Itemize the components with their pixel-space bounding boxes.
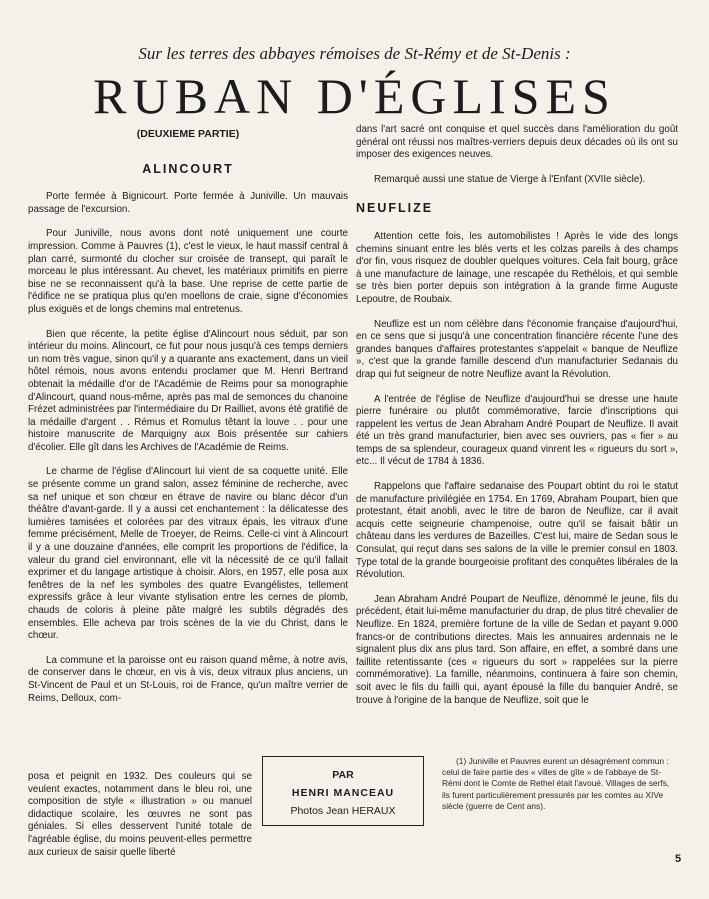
paragraph: dans l'art sacré ont conquise et quel succès dans l'amélioration du goût général ont réussi nos maîtres-verriers depuis deux décades où ils ont su imposer des exigences neuves. — [356, 124, 678, 161]
paragraph: Jean Abraham André Poupart de Neuflize, dénommé le jeune, fils du précédent, était lui-même manufacturier du drap, de plus titré chevalier de Neuflize. En 1824, première fortune de la ville de Sedan et payant 9.000 francs-or de contributions directes. Mais les annuaires ardennais ne le signalent plus dix ans plus tard. Son affaire, en effet, a sombré dans une faillite retentissante (ces « rigueurs du sort » rappelées sur la pierre commémorative). La famille, néanmoins, continuera à faire son chemin, soit avec le fils du failli qui, ayant épousé la fille du banquier André, se trouve à l'origine de la banque de Neuflize, soit que le — [356, 593, 678, 706]
section-heading-alincourt: ALINCOURT — [142, 161, 234, 176]
kicker: Sur les terres des abbayes rémoises de St-Rémy et de St-Denis : — [138, 44, 571, 63]
byline-photos: Photos Jean HERAUX — [290, 805, 396, 817]
section-heading-neuflize: NEUFLIZE — [356, 201, 434, 216]
paragraph: Porte fermée à Bignicourt. Porte fermée à Juniville. Un mauvais passage de l'excursion. — [28, 191, 348, 215]
paragraph: A l'entrée de l'église de Neuflize d'aujourd'hui se dresse une haute pierre funéraire ou plutôt commémorative, farcie d'inscriptions qui rappelent les vertus de Jean Abraham André Poupart de Neuflize. Il avait été un très grand manufacturier, bien avec ses ouvriers, pas « fier » au temps de sa splendeur, courageux quand vinrent les « rigueurs du sort », etc... Il vécut de 1784 à 1836. — [356, 393, 678, 468]
paragraph: Pour Juniville, nous avons dont noté uniquement une courte impression. Comme à Pauvres (1), c'est le vieux, le haut massif central à plan carré, surmonté du clocher sur croisée de transept, qui paraît le morceau le plus intéressant. Au chevet, les matériaux primitifs en pierre bise ne se reconnaissent qu'à la base. Une reprise de cette partie de l'édifice ne se pratiqua plus qu'en moellons de craie, signe d'économies plus exiguës et de longs chemins mal entretenus. — [28, 228, 348, 315]
right-column — [356, 124, 678, 719]
byline-box — [262, 756, 424, 826]
paragraph: La commune et la paroisse ont eu raison quand même, à notre avis, de conserver dans le chœur, en vis à vis, deux vitraux plus anciens, un St-Vincent de Paul et un St-Louis, roi de France, qu'un maître verrier de Reims, Delloux, com- — [28, 654, 348, 704]
footnote: (1) Juniville et Pauvres eurent un désagrément commun : celui de faire partie des « villes de gîte » de l'abbaye de St-Rémi dont le Comte de Rethel était l'avoué. Villages de serfs, ils furent particulièrement pressurés par les comtes au XIVe siècle (guerre de Cent ans). — [442, 756, 670, 811]
paragraph: Neuflize est un nom célèbre dans l'économie française d'aujourd'hui, en ce sens que si jusqu'à une concentration financière récente l'une des grandes banques d'affaires protestantes s'appelait « banque de Neuflize », c'est que la grande famille descend d'un manufacturier Sedanais du drap qui fut seigneur de notre Neuflize avant la Révolution. — [356, 318, 678, 380]
paragraph: Bien que récente, la petite église d'Alincourt nous séduit, par son intérieur du moins. Alincourt, ce fut pour nous jusqu'à ces temps derniers un nom très vague, sinon qu'il y a quarante ans exactement, dans un vieil hôtel rémois, nous avons entendu proclamer que M. Henri Bertrand obtenait la médaille d'or de l'Académie de Reims pour sa monographie d'Alincourt, quand nous-même, après pas mal de semonces du chanoine Frézet administrées par l'intermédiaire du Dr Railliet, avons été gratifié de la médaille d'argent . . Rémus et Romulus têtant la louve . . pour une histoire manuscrite de Marquigny aux Bois présentée sur cahiers d'écolier. Elle gît dans les Archives de l'Académie de Reims. — [28, 328, 348, 453]
left-column — [28, 124, 348, 717]
paragraph-continued: posa et peignit en 1932. Des couleurs qui se veulent exactes, notamment dans le bleu roi, une composition de style « illustration » ou manuel didactique scolaire, les œuvres ne sont pas géniales. Si elles desservent l'unité totale de l'agréable église, du moins peuvent-elles permettre aux curieux de saisir quelle liberté — [28, 771, 252, 858]
paragraph: Le charme de l'église d'Alincourt lui vient de sa coquette unité. Elle se présente comme un grand salon, assez féminine de recherche, avec sa nef unique et son chœur en étrave de navire ou blanc décor d'un théâtre d'avant-garde. Il y a aussi cet enchantement : la délicatesse des lumières tamisées et colorées par des vitraux épais, les vitraux d'une femme précisément, Melle de Troeyer, de Reims. Celle-ci vint à Alincourt il y a une douzaine d'années, elle comprit les proportions de l'édifice, la valeur du grand ciel environnant, elle vit la nécessité de ce qu'il fallait exprimer et du langage artistique à choisir. Alors, en 1957, elle posa aux fenêtres de la nef les symboles des quatre Evangélistes, tellement expressifs grâce à leur vivante stylisation entre les cernes de plomb, chauds de coloris à pleine pâte malgré les subtils dégradés des ensembles. Elle acheva par trois scènes de la vie du Christ, dans le chœur. — [28, 466, 348, 642]
page-number: 5 — [675, 853, 682, 865]
paragraph: Remarqué aussi une statue de Vierge à l'Enfant (XVIIe siècle). — [374, 173, 646, 185]
part-label: (DEUXIEME PARTIE) — [136, 128, 240, 140]
paragraph: Attention cette fois, les automobilistes ! Après le vide des longs chemins sinuant entre les blés verts et les colzas pareils à des champs d'or fin, vous risquez de doubler quelques voitures. Cela fait bourg, grâce à une manufacture de lainage, une rescapée du Rethélois, et qui semble se très bien porter depuis son intégration à la grande firme Auguste Lepoutre, de Roubaix. — [356, 230, 678, 305]
byline-par: PAR — [332, 769, 354, 781]
page-title: RUBAN D'ÉGLISES — [93, 68, 616, 124]
byline-author: HENRI MANCEAU — [291, 787, 395, 799]
paragraph: Rappelons que l'affaire sedanaise des Poupart obtint du roi le statut de manufacture privilégiée en 1754. En 1769, Abraham Poupart, bien que protestant, était anobli, avec le titre de baron de Neuflize, car il avait acquis cette seigneurie champenoise, outre qu'il se faisait bâtir un château dans les verdures de Bazeilles. C'est lui, maire de Sedan sous le Consulat, qui reçut dans ses salons de la ville le premier consul en 1803. Type total de la grande bourgeoisie profitant des conquêtes libérales de la Révolution. — [356, 481, 678, 581]
